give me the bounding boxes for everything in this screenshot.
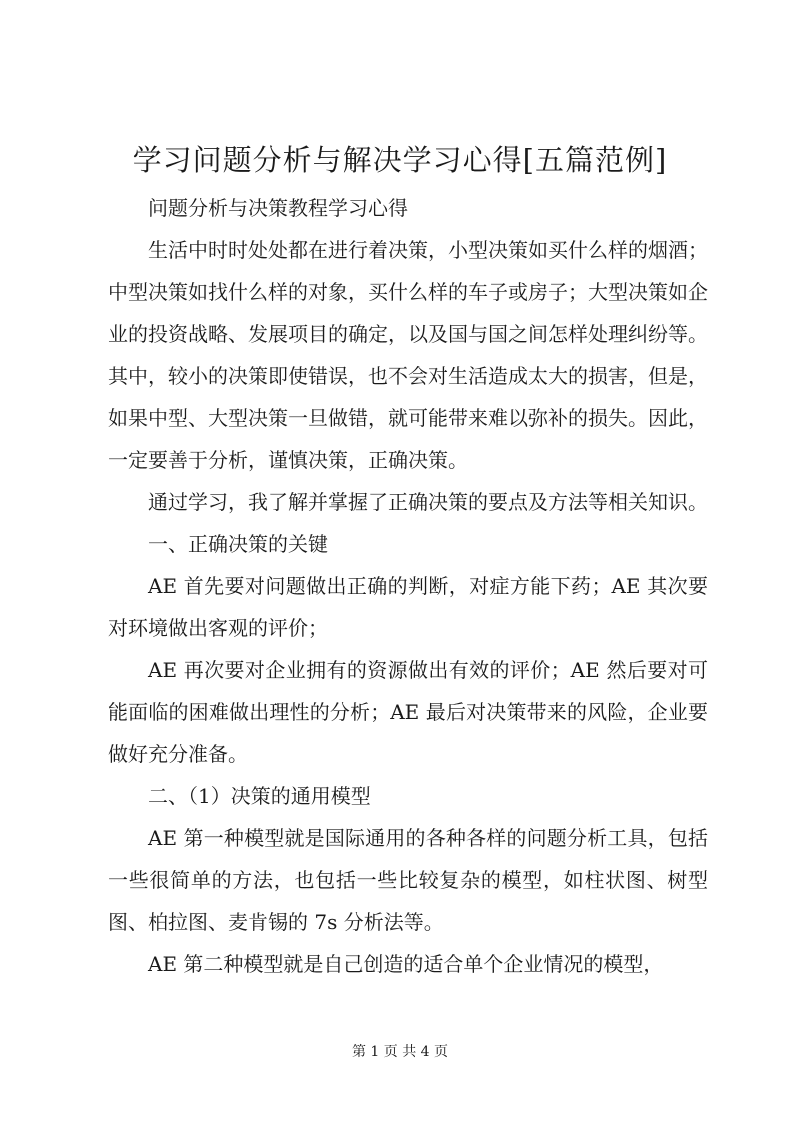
paragraph: 生活中时时处处都在进行着决策，小型决策如买什么样的烟酒；中型决策如找什么样的对象，买什么样的车子或房子；大型决策如企业的投资战略、发展项目的确定，以及国与国之间怎样处理纠纷等。其中，较小的决策即使错误，也不会对生活造成太大的损害，但是，如果中型、大型决策一旦做错，就可能带来难以弥补的损失。因此，一定要善于分析，谨慎决策，正确决策。 [108, 238, 708, 472]
page-footer: 第 1 页 共 4 页 [351, 1044, 449, 1060]
paragraph: AE 再次要对企业拥有的资源做出有效的评价；AE 然后要对可能面临的困难做出理性的分析；AE 最后对决策带来的风险，企业要做好充分准备。 [108, 658, 708, 766]
section-heading: 一、正确决策的关键 [148, 532, 328, 556]
paragraph: 通过学习，我了解并掌握了正确决策的要点及方法等相关知识。 [148, 490, 708, 514]
paragraph: AE 第一种模型就是国际通用的各种各样的问题分析工具，包括一些很简单的方法，也包括一些比较复杂的模型，如柱状图、树型图、柏拉图、麦肯锡的 7s 分析法等。 [108, 826, 708, 934]
document-body [108, 187, 708, 985]
document-title: 学习问题分析与解决学习心得[五篇范例] [132, 143, 668, 177]
section-heading: 二、（1）决策的通用模型 [148, 784, 371, 808]
paragraph: AE 首先要对问题做出正确的判断，对症方能下药；AE 其次要对环境做出客观的评价； [108, 574, 708, 640]
paragraph-subtitle: 问题分析与决策教程学习心得 [148, 196, 408, 220]
paragraph: AE 第二种模型就是自己创造的适合单个企业情况的模型， [148, 952, 664, 976]
